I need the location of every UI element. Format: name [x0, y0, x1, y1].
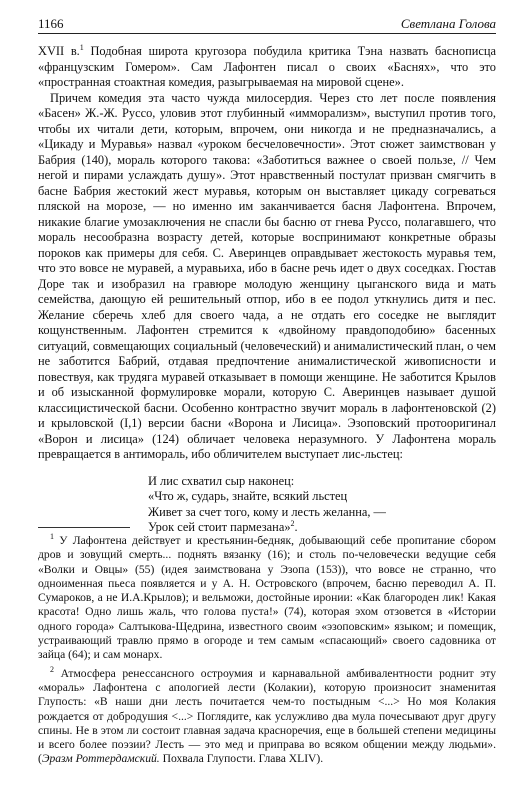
verse-quote	[148, 474, 496, 536]
footnote-1-text: У Лафонтена действует и крестьянин-бедняк, добывающий себе пропитание сбором дров и зовущий смерть... поднять вязанку (16); и столь по-человечески ведущие себя «Волки и Овцы» (55) (идея заимствована у Эзопа (153)), что вовсе не странно, что одноименная пьеса появляется и у А. Н. Островского (впрочем, басню переводил А. П. Сумароков, а не И.А.Крылов); и вельможи, достойные иронии: «Как благороден лик! Какая красота! Одно лишь жаль, что голова пуста!» (74), которая эхом отзовется в «Истории одного города» Салтыкова-Щедрина, известного своим «эзоповским» языком; и помещик, устраивающий травлю прямо в огороде и тем самым «спасающий» своего садовника от зайца (64); и сам монарх.	[38, 534, 496, 662]
footnote-ref-1: 1	[79, 42, 84, 52]
paragraph-1-start: XVII в.	[38, 44, 80, 58]
verse-end-punct: .	[294, 520, 298, 534]
footnotes	[38, 534, 496, 771]
main-text	[38, 44, 496, 536]
paragraph-1-text: Подобная широта кругозора побудила критика Тэна назвать баснописца «французским Гомером». Сам Лафонтен писал о своих «Баснях», что это «пространная стоактная комедия, разыгрываемая на мировой сцене».	[38, 44, 496, 89]
running-title: Светлана Голова	[400, 16, 496, 31]
footnote-2-author: Эразм Роттердамский.	[41, 752, 160, 766]
page-number: 1166	[38, 16, 64, 31]
footnote-ref-2: 2	[290, 518, 295, 528]
verse-line: И лис схватил сыр наконец:	[148, 473, 295, 488]
footnote-2-end: Похвала Глупости. Глава XLIV).	[159, 752, 324, 766]
footnote-2-text: Атмосфера ренессансного остроумия и карнавальной амбивалентности роднит эту «мораль» Лафонтена с апологией лести (Колакии), которую произносит знаменитая Глупость: «В наши дни лесть почитается чем-то постыдным <...> Но моя Колакия рождается от добродушия <...> Поглядите, как услужливо два мула почесывают друг другу спины. Не в этом ли состоит главная задача красноречия, еще в большей степени медицины и всего более поэзии? Лесть — это мед и приправа во всяком общении между людьми». (	[38, 666, 496, 766]
footnote-marker-2: 2	[50, 664, 54, 674]
paragraph-1	[38, 44, 496, 91]
verse-line-text: Урок сей стоит пармезана»	[148, 520, 291, 534]
footnote-2	[38, 664, 496, 767]
verse-line: «Что ж, сударь, знайте, всякий льстец	[148, 489, 348, 503]
footnote-marker-1: 1	[50, 532, 54, 542]
footnote-1	[38, 534, 496, 663]
page-header	[38, 14, 496, 34]
header-rule	[38, 33, 496, 34]
paragraph-2: Причем комедия эта часто чужда милосердия. Через сто лет после появления «Басен» Ж.-Ж. Руссо, уловив этот глубинный «имморализм», выступил против того, чтобы их читали дети, которым, впрочем, они никогда и не предназначались, а «Цикаду и Муравья» назвал «уроком бесчеловечности». Этот сюжет заимствован у Бабрия (140), мораль которого такова: «Заботиться важнее о своей пользе, // Чем негой и пирами услаждать душу». Этот нравственный постулат призван смягчить в басне Бабрия жестокий жест муравья, которым он выставляет цикаду согреваться пляской на морозе, — но именно им заканчивается басня Лафонтена. Впрочем, никакие благие умозаключения не спасли бы басню от гнева Руссо, полагавшего, что мораль несообразна возрасту детей, которые воспринимают конкретные образы пороков как примеры для себя. С. Аверинцев оправдывает жестокость муравья тем, что это вовсе не муравей, а муравьиха, ибо в басне речь идет о двух соседках. Гюстав Доре так и изобразил на гравюре молодую женщину цыганского вида и мать семейства, дающую ей решительный отпор, ибо в ее подол уткнулись дитя и пес. Желание сберечь хлеб для своего чада, а не отдать его соседке не выглядит кощунственным. Лафонтен стремится к «двойному правдоподобию» басенных ситуаций, совмещающих социальный (человеческий) и анималистический план, о чем не заботится Бабрий, отдавая предпочтение анималистической живописности и повествуя, как трудяга муравей отказывает в помощи женщине. Не заботится Крылов и об изысканной формулировке морали, которую С. Аверинцев называет душой классицистической басни. Особенно контрастно звучит мораль в лафонтеновской (2) и крыловской (I,1) версии басни «Ворона и Лисица». Эзоповский протооригинал «Ворон и лисица» (124) обличает человека неразумного. У Лафонтена мораль превращается в антимораль, ибо обличителем выступает лис-льстец:	[38, 90, 496, 461]
footnote-rule	[38, 527, 130, 528]
verse-line: Живет за счет того, кому и лесть желанна, —	[148, 504, 386, 519]
